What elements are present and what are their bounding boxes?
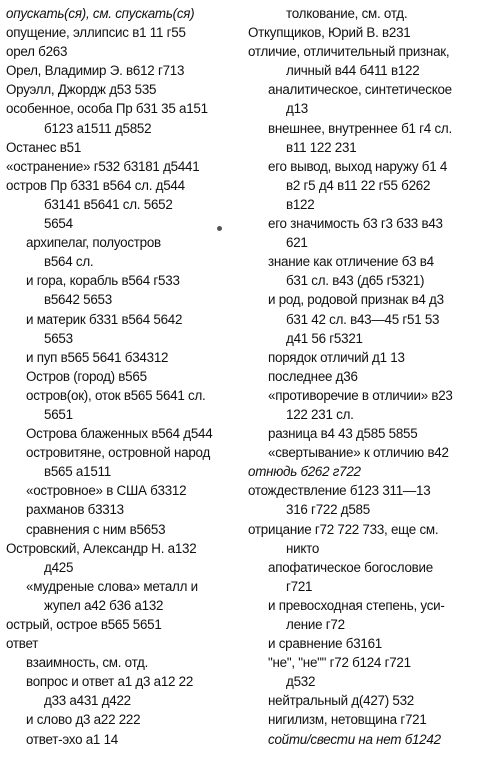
index-entry-line: 5651 <box>44 406 73 422</box>
index-entry-line: жупел а42 б36 а132 <box>44 597 164 613</box>
index-entry-line: 621 <box>286 235 308 251</box>
index-entry-line: Островский, Александр Н. а132 <box>6 540 197 556</box>
index-entry-line: островитяне, островной народ <box>26 445 211 461</box>
index-column-left <box>6 4 238 749</box>
index-entry-line: особенное, особа Пр б31 35 а151 <box>6 101 208 117</box>
index-entry-line: отождествление б123 311—13 <box>248 483 431 499</box>
index-entry-line: «мудреные слова» металл и <box>26 578 198 594</box>
index-entry-line: сойти/свести на нет б1242 <box>268 731 441 747</box>
index-entry-line: и сравнение б3161 <box>268 636 382 652</box>
index-entry-line: и пуп в565 5641 б34312 <box>26 349 169 365</box>
index-entry-line: «островное» в США б3312 <box>26 483 187 499</box>
index-entry-line: опущение, эллипсис в1 11 г55 <box>6 25 186 41</box>
index-entry-line: ответ-эхо а1 14 <box>26 731 118 747</box>
index-entry-line: б31 42 сл. в43—45 г51 53 <box>286 311 440 327</box>
index-entry-line: острый, острое в565 5651 <box>6 617 162 632</box>
index-entry-line: «противоречие в отличии» в23 <box>268 387 453 403</box>
index-entry-line: остров(ок), оток в565 5641 сл. <box>26 387 206 403</box>
index-entry-line: б123 а1511 д5852 <box>44 120 152 136</box>
index-entry-line: архипелаг, полуостров <box>26 235 161 251</box>
index-entry-line: остров Пр б331 в564 сл. д544 <box>6 177 185 193</box>
index-entry-line: в122 <box>286 196 315 212</box>
index-entry-line: Остров (город) в565 <box>26 368 147 384</box>
index-entry-line: порядок отличий д1 13 <box>268 349 405 365</box>
index-entry-line: Останес в51 <box>6 139 82 155</box>
index-entry-line: б31 сл. в43 (д65 г5321) <box>286 273 425 289</box>
index-entry-line: и род, родовой признак в4 д3 <box>268 292 444 308</box>
index-entry-line: нигилизм, нетовщина г721 <box>268 712 427 728</box>
index-entry-line: нейтральный д(427) 532 <box>268 693 414 709</box>
index-entry-line: ление г72 <box>286 617 345 632</box>
index-entry-line: д13 <box>286 101 308 117</box>
index-entry-line: и превосходная степень, уси- <box>268 597 445 613</box>
index-entry-line: взаимность, см. отд. <box>26 655 149 671</box>
index-entry-line: рахманов б3313 <box>26 502 124 518</box>
index-entry-line: Орел, Владимир Э. в612 г713 <box>6 63 185 79</box>
index-entry-line: толкование, см. отд. <box>286 6 408 21</box>
index-entry-line: г721 <box>286 578 313 594</box>
index-entry-line: его вывод, выход наружу б1 4 <box>268 158 448 174</box>
index-entry-line: 122 231 сл. <box>286 406 354 422</box>
index-entry-line: вопрос и ответ а1 д3 а12 22 <box>26 674 194 690</box>
index-entry-line: б3141 в5641 сл. 5652 <box>44 196 173 212</box>
index-entry-line: в5642 5653 <box>44 292 112 308</box>
index-entry-line: знание как отличение б3 в4 <box>268 254 434 270</box>
index-entry-line: Острова блаженных в564 д544 <box>26 426 213 442</box>
index-entry-line: опускать(ся), см. спускать(ся) <box>6 6 195 21</box>
index-entry-line: отличие, отличительный признак, <box>248 44 450 60</box>
index-entry-line: отрицание г72 722 733, еще см. <box>248 521 439 537</box>
index-entry-line: д33 а431 д422 <box>44 693 131 709</box>
index-entry-line: разница в4 43 д585 5855 <box>268 426 418 442</box>
index-entry-line: Оруэлл, Джордж д53 535 <box>6 82 157 98</box>
ink-dot <box>217 226 222 231</box>
index-entry-line: никто <box>286 540 320 556</box>
index-entry-line: в564 сл. <box>44 254 94 270</box>
index-entry-line: и материк б331 в564 5642 <box>26 311 183 327</box>
index-entry-line: аналитическое, синтетическое <box>268 82 452 98</box>
index-entry-line: орел б263 <box>6 44 68 60</box>
index-entry-line: его значимость б3 г3 б33 в43 <box>268 216 443 232</box>
index-column-right <box>248 4 474 749</box>
index-entry-line: д532 <box>286 674 316 690</box>
index-entry-line: 316 г722 д585 <box>286 502 370 518</box>
index-entry-line: и гора, корабль в564 г533 <box>26 273 180 289</box>
index-entry-line: "не", "не"" г72 б124 г721 <box>268 655 411 671</box>
index-entry-line: ответ <box>6 636 39 652</box>
index-entry-line: Откупщиков, Юрий В. в231 <box>248 25 411 41</box>
index-entry-line: в2 г5 д4 в11 22 г55 б262 <box>286 177 431 193</box>
index-entry-line: д41 56 г5321 <box>286 330 363 346</box>
index-entry-line: отнюдь б262 г722 <box>248 464 361 480</box>
index-entry-line: в565 а1511 <box>44 464 111 480</box>
index-entry-line: личный в44 б411 в122 <box>286 63 420 79</box>
index-entry-line: апофатическое богословие <box>268 559 433 575</box>
index-entry-line: «свертывание» к отличию в42 <box>268 445 449 461</box>
index-entry-line: «остранение» г532 б3181 д5441 <box>6 158 200 174</box>
index-entry-line: сравнения с ним в5653 <box>26 521 166 537</box>
index-entry-line: д425 <box>44 559 74 575</box>
index-entry-line: в11 122 231 <box>286 139 357 155</box>
index-entry-line: и слово д3 а22 222 <box>26 712 141 728</box>
index-entry-line: последнее д36 <box>268 368 358 384</box>
index-entry-line: внешнее, внутреннее б1 г4 сл. <box>268 120 452 136</box>
index-entry-line: 5654 <box>44 216 73 232</box>
index-entry-line: 5653 <box>44 330 73 346</box>
